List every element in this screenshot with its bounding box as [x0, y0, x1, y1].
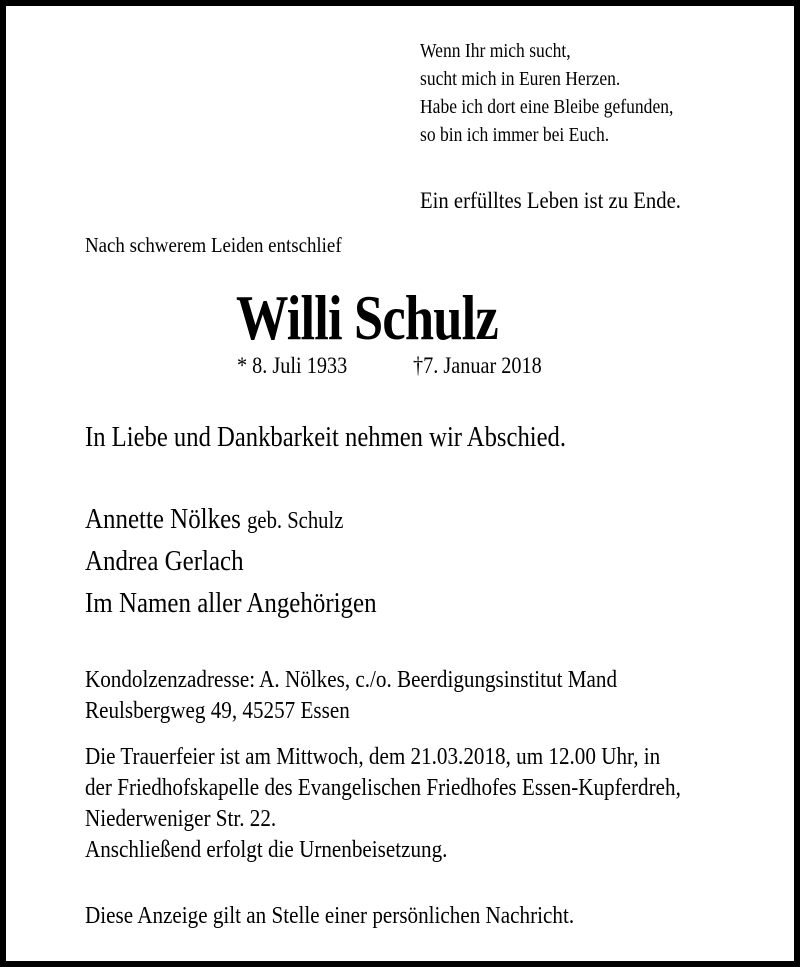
farewell-line: In Liebe und Dankbarkeit nehmen wir Abschied. — [85, 422, 567, 453]
intro-line: Nach schwerem Leiden entschlief — [85, 233, 342, 257]
relative-note: geb. Schulz — [247, 508, 344, 534]
poem-line: so bin ich immer bei Euch. — [420, 125, 610, 146]
funeral-info — [85, 742, 681, 866]
life-statement: Ein erfülltes Leben ist zu Ende. — [420, 188, 681, 213]
memorial-poem — [420, 38, 673, 150]
closing-note: Diese Anzeige gilt an Stelle einer persönlichen Nachricht. — [85, 903, 575, 929]
deceased-name: Willi Schulz — [236, 282, 498, 353]
funeral-line: Niederweniger Str. 22. — [85, 806, 277, 832]
poem-line: Habe ich dort eine Bleibe gefunden, — [420, 97, 674, 118]
relative-entry — [85, 547, 244, 576]
relative-name: Andrea Gerlach — [85, 545, 244, 577]
poem-line: Wenn Ihr mich sucht, — [420, 41, 571, 62]
funeral-line: der Friedhofskapelle des Evangelischen Friedhofes Essen-Kupferdreh, — [85, 775, 681, 801]
funeral-line: Anschließend erfolgt die Urnenbeisetzung. — [85, 837, 448, 863]
relative-entry — [85, 589, 377, 618]
address-line: Reulsbergweg 49, 45257 Essen — [85, 698, 350, 724]
funeral-line: Die Trauerfeier ist am Mittwoch, dem 21.03.2018, um 12.00 Uhr, in — [85, 744, 661, 770]
death-date: †7. Januar 2018 — [413, 353, 542, 378]
relative-name: Annette Nölkes — [85, 503, 241, 535]
condolence-address — [85, 665, 617, 727]
birth-date: * 8. Juli 1933 — [237, 353, 348, 378]
poem-line: sucht mich in Euren Herzen. — [420, 69, 621, 90]
relative-entry — [85, 505, 343, 534]
relative-name: Im Namen aller Angehörigen — [85, 587, 377, 619]
address-line: Kondolzenzadresse: A. Nölkes, c./o. Beerdigungsinstitut Mand — [85, 667, 618, 693]
